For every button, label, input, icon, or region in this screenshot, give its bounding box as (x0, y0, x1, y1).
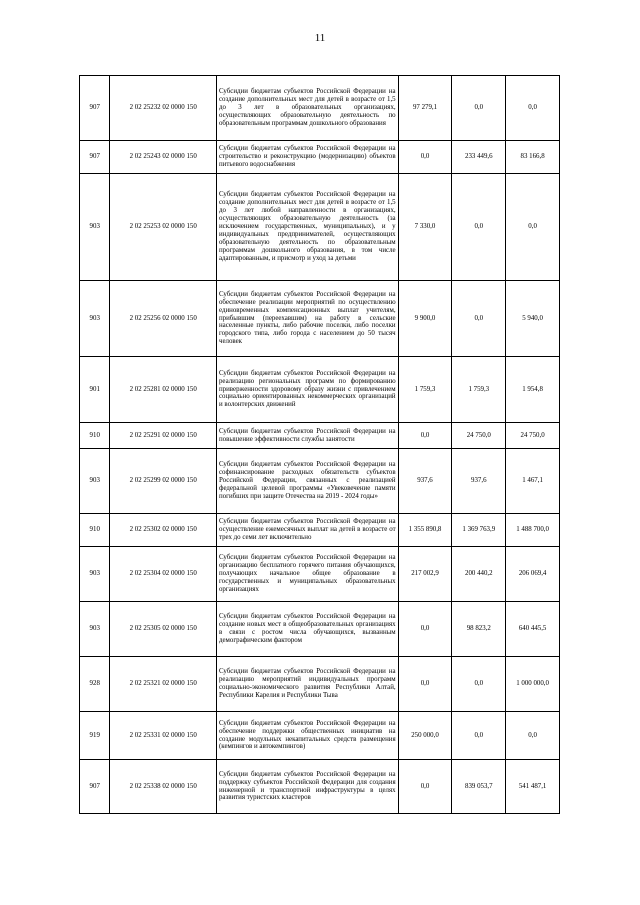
admin-code-cell: 919 (80, 712, 110, 760)
admin-code-cell: 907 (80, 760, 110, 814)
amount-year-2-cell: 0,0 (452, 657, 506, 712)
table-row (80, 423, 560, 449)
amount-year-2-cell: 1 369 763,9 (452, 514, 506, 547)
revenue-name-cell: Субсидии бюджетам субъектов Российской Федерации на реализацию региональных программ по формированию приверженности здоровому образу жизни с привлечением социально ориентированных некоммерческих организаций и волонтерских движений (216, 357, 398, 423)
amount-year-3-cell: 24 750,0 (506, 423, 560, 449)
revenue-name-cell: Субсидии бюджетам субъектов Российской Федерации на организацию бесплатного горячего питания обучающихся, получающих начальное общее образование в государственных и муниципальных образовательных организациях (216, 547, 398, 602)
amount-year-3-cell: 541 487,1 (506, 760, 560, 814)
amount-year-2-cell: 1 759,3 (452, 357, 506, 423)
amount-year-3-cell: 206 069,4 (506, 547, 560, 602)
budget-class-code-cell: 2 02 25305 02 0000 150 (110, 602, 217, 657)
admin-code-cell: 903 (80, 174, 110, 281)
amount-year-1-cell: 97 279,1 (398, 76, 452, 141)
admin-code-cell: 903 (80, 281, 110, 357)
amount-year-2-cell: 937,6 (452, 449, 506, 514)
amount-year-3-cell: 83 166,8 (506, 141, 560, 174)
revenue-name-cell: Субсидии бюджетам субъектов Российской Федерации на создание дополнительных мест для детей в возрасте от 1,5 до 3 лет любой направленности в организациях, осуществляющих образовательную деятельность (за исключением государственных, муниципальных), и у индивидуальных предпринимателей, осуществляющих образовательную деятельность по образовательным программам дошкольного образования, в том числе адаптированным, и присмотр и уход за детьми (216, 174, 398, 281)
revenue-name-cell: Субсидии бюджетам субъектов Российской Федерации на осуществление ежемесячных выплат на детей в возрасте от трех до семи лет включительно (216, 514, 398, 547)
budget-class-code-cell: 2 02 25256 02 0000 150 (110, 281, 217, 357)
table-row (80, 174, 560, 281)
budget-class-code-cell: 2 02 25304 02 0000 150 (110, 547, 217, 602)
amount-year-3-cell: 1 467,1 (506, 449, 560, 514)
amount-year-2-cell: 24 750,0 (452, 423, 506, 449)
admin-code-cell: 903 (80, 547, 110, 602)
amount-year-1-cell: 0,0 (398, 760, 452, 814)
amount-year-2-cell: 233 449,6 (452, 141, 506, 174)
revenue-name-cell: Субсидии бюджетам субъектов Российской Федерации на создание дополнительных мест для детей в возрасте от 1,5 до 3 лет в образовательных организациях, осуществляющих образовательную деятельность по образовательным программам дошкольного образования (216, 76, 398, 141)
amount-year-1-cell: 937,6 (398, 449, 452, 514)
revenue-name-cell: Субсидии бюджетам субъектов Российской Федерации на поддержку субъектов Российской Федерации для создания инженерной и транспортной инфраструктуры в целях развития туристских кластеров (216, 760, 398, 814)
revenue-name-cell: Субсидии бюджетам субъектов Российской Федерации на повышение эффективности службы занятости (216, 423, 398, 449)
amount-year-3-cell: 1 488 700,0 (506, 514, 560, 547)
amount-year-3-cell: 1 954,8 (506, 357, 560, 423)
amount-year-1-cell: 0,0 (398, 423, 452, 449)
budget-class-code-cell: 2 02 25331 02 0000 150 (110, 712, 217, 760)
amount-year-1-cell: 0,0 (398, 141, 452, 174)
amount-year-2-cell: 839 053,7 (452, 760, 506, 814)
revenue-name-cell: Субсидии бюджетам субъектов Российской Федерации на создание новых мест в общеобразовательных организациях в связи с ростом числа обучающихся, вызванным демографическим фактором (216, 602, 398, 657)
table-row (80, 760, 560, 814)
revenue-name-cell: Субсидии бюджетам субъектов Российской Федерации на софинансирование расходных обязательств субъектов Российской Федерации, связанных с реализацией федеральной целевой программы «Увековечение памяти погибших при защите Отечества на 2019 - 2024 годы» (216, 449, 398, 514)
amount-year-2-cell: 0,0 (452, 76, 506, 141)
amount-year-3-cell: 5 940,0 (506, 281, 560, 357)
admin-code-cell: 901 (80, 357, 110, 423)
revenue-name-cell: Субсидии бюджетам субъектов Российской Федерации на обеспечение поддержки общественных инициатив на создание модульных некапитальных средств размещения (кемпингов и автокемпингов) (216, 712, 398, 760)
admin-code-cell: 903 (80, 449, 110, 514)
budget-class-code-cell: 2 02 25321 02 0000 150 (110, 657, 217, 712)
budget-table (79, 75, 560, 814)
admin-code-cell: 907 (80, 141, 110, 174)
budget-class-code-cell: 2 02 25338 02 0000 150 (110, 760, 217, 814)
amount-year-1-cell: 250 000,0 (398, 712, 452, 760)
budget-class-code-cell: 2 02 25302 02 0000 150 (110, 514, 217, 547)
amount-year-1-cell: 1 355 890,8 (398, 514, 452, 547)
amount-year-1-cell: 0,0 (398, 602, 452, 657)
revenue-name-cell: Субсидии бюджетам субъектов Российской Федерации на реализацию мероприятий индивидуальных программ социально-экономического развития Республики Алтай, Республики Карелия и Республики Тыва (216, 657, 398, 712)
table-row (80, 514, 560, 547)
revenue-name-cell: Субсидии бюджетам субъектов Российской Федерации на обеспечение реализации мероприятий по осуществлению единовременных компенсационных выплат учителям, прибывшим (переехавшим) на работу в сельские населенные пункты, либо рабочие поселки, либо поселки городского типа, либо города с населением до 50 тысяч человек (216, 281, 398, 357)
amount-year-3-cell: 0,0 (506, 712, 560, 760)
budget-class-code-cell: 2 02 25291 02 0000 150 (110, 423, 217, 449)
budget-class-code-cell: 2 02 25243 02 0000 150 (110, 141, 217, 174)
amount-year-3-cell: 0,0 (506, 174, 560, 281)
admin-code-cell: 928 (80, 657, 110, 712)
amount-year-2-cell: 98 823,2 (452, 602, 506, 657)
budget-class-code-cell: 2 02 25299 02 0000 150 (110, 449, 217, 514)
budget-class-code-cell: 2 02 25232 02 0000 150 (110, 76, 217, 141)
amount-year-2-cell: 0,0 (452, 712, 506, 760)
table-row (80, 141, 560, 174)
budget-class-code-cell: 2 02 25281 02 0000 150 (110, 357, 217, 423)
amount-year-1-cell: 1 759,3 (398, 357, 452, 423)
amount-year-1-cell: 9 900,0 (398, 281, 452, 357)
amount-year-3-cell: 1 000 000,0 (506, 657, 560, 712)
page-number: 11 (314, 32, 326, 44)
admin-code-cell: 903 (80, 602, 110, 657)
amount-year-2-cell: 0,0 (452, 174, 506, 281)
table-row (80, 712, 560, 760)
amount-year-2-cell: 200 440,2 (452, 547, 506, 602)
admin-code-cell: 907 (80, 76, 110, 141)
admin-code-cell: 910 (80, 514, 110, 547)
budget-class-code-cell: 2 02 25253 02 0000 150 (110, 174, 217, 281)
amount-year-1-cell: 0,0 (398, 657, 452, 712)
revenue-name-cell: Субсидии бюджетам субъектов Российской Федерации на строительство и реконструкцию (модернизацию) объектов питьевого водоснабжения (216, 141, 398, 174)
amount-year-2-cell: 0,0 (452, 281, 506, 357)
amount-year-1-cell: 217 002,9 (398, 547, 452, 602)
table-row (80, 281, 560, 357)
table-row (80, 602, 560, 657)
amount-year-3-cell: 640 445,5 (506, 602, 560, 657)
amount-year-1-cell: 7 330,0 (398, 174, 452, 281)
table-row (80, 449, 560, 514)
table-row (80, 657, 560, 712)
table-row (80, 547, 560, 602)
table-row (80, 76, 560, 141)
admin-code-cell: 910 (80, 423, 110, 449)
table-row (80, 357, 560, 423)
amount-year-3-cell: 0,0 (506, 76, 560, 141)
